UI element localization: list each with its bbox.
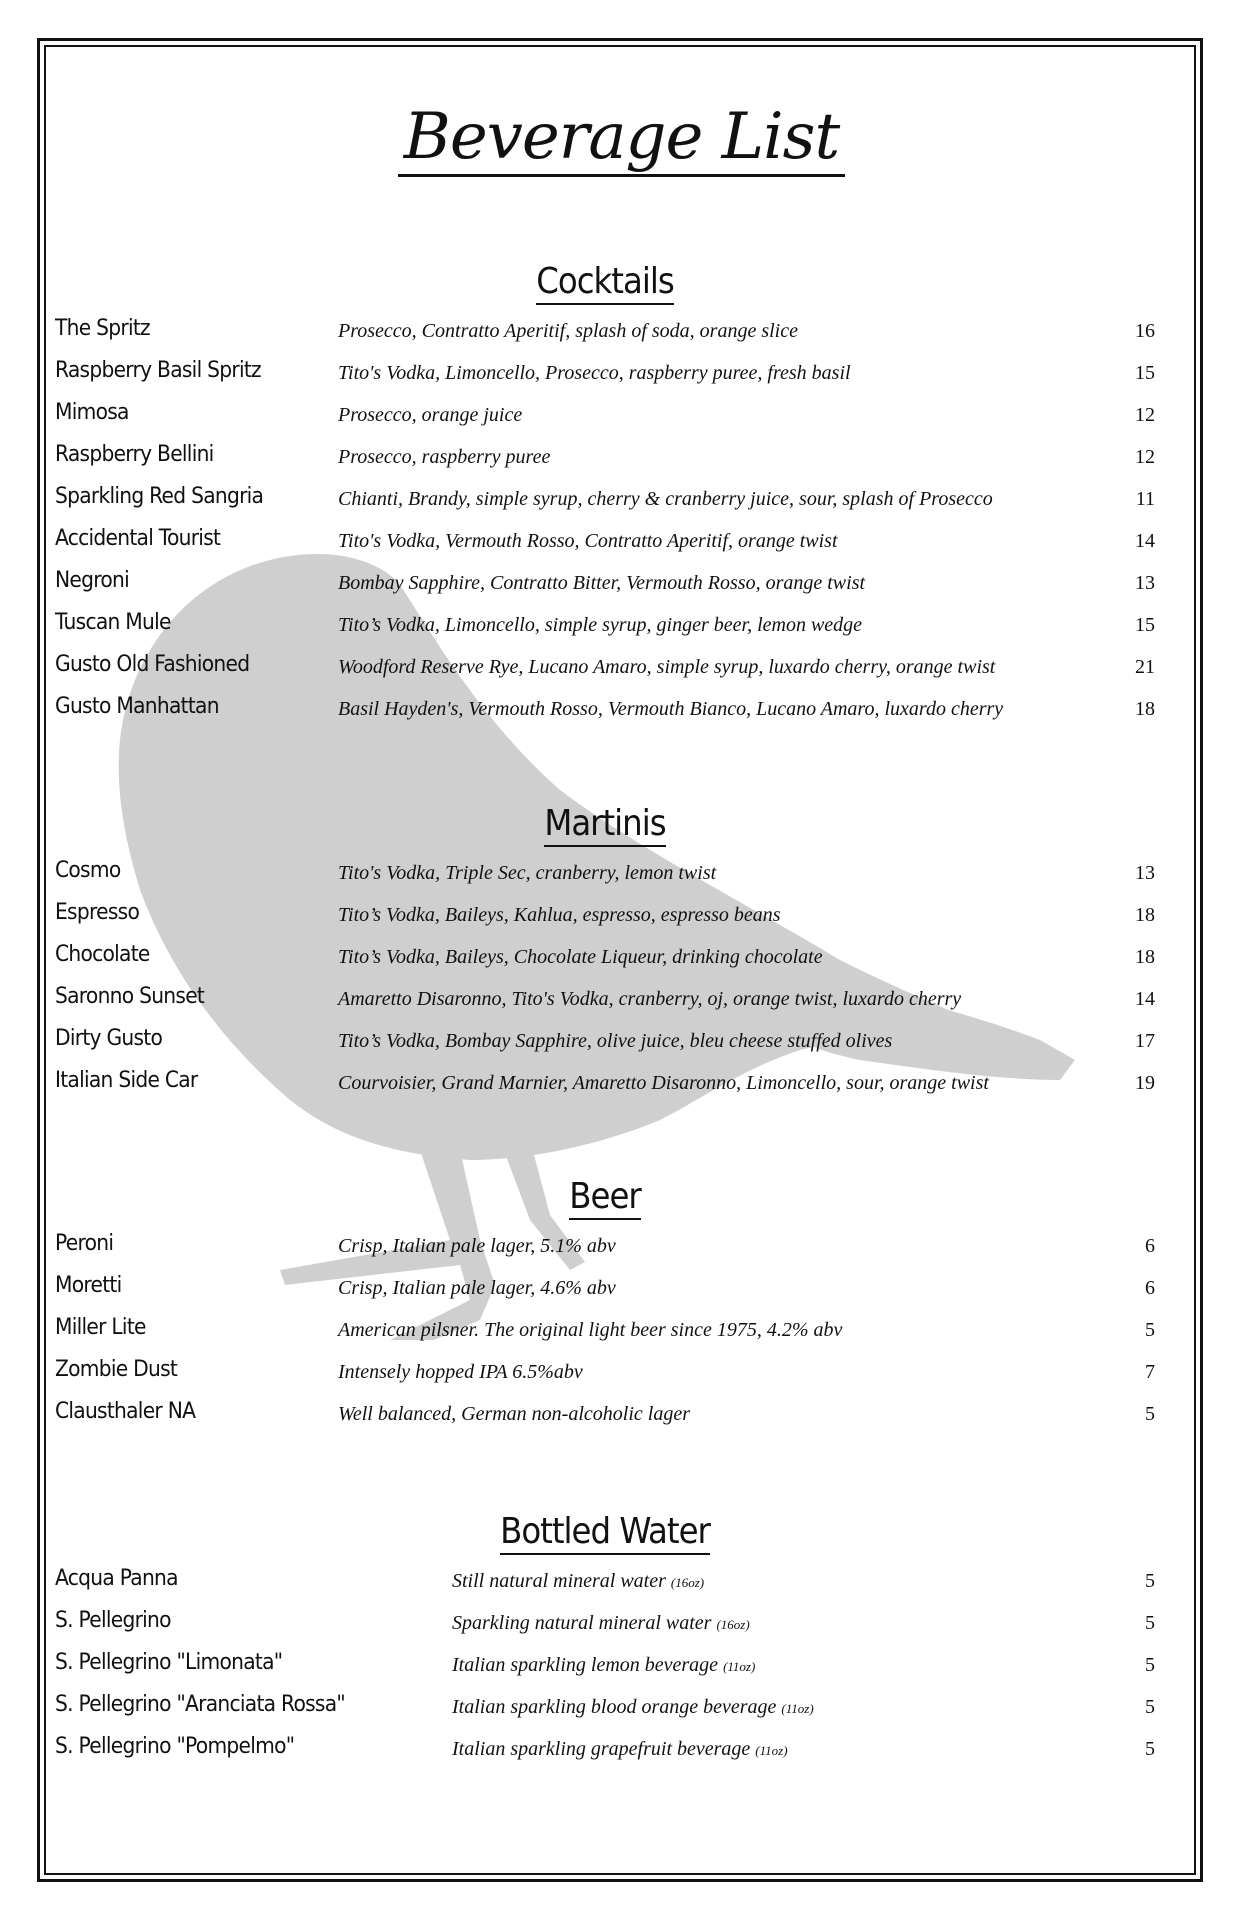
item-name: Accidental Tourist bbox=[55, 526, 221, 551]
item-price: 5 bbox=[1145, 1738, 1155, 1760]
item-size: (11oz) bbox=[723, 1659, 756, 1674]
item-price: 18 bbox=[1135, 904, 1155, 926]
item-description: Italian sparkling blood orange beverage (11oz) bbox=[452, 1696, 814, 1718]
list-item bbox=[55, 1225, 1155, 1267]
item-price: 5 bbox=[1145, 1319, 1155, 1341]
list-item bbox=[55, 646, 1155, 688]
list-item bbox=[55, 1020, 1155, 1062]
item-description: Bombay Sapphire, Contratto Bitter, Vermouth Rosso, orange twist bbox=[338, 572, 866, 594]
item-size: (11oz) bbox=[781, 1701, 814, 1716]
item-name: Peroni bbox=[55, 1231, 114, 1256]
item-description: Tito's Vodka, Limoncello, Prosecco, raspberry puree, fresh basil bbox=[338, 362, 851, 384]
list-item bbox=[55, 604, 1155, 646]
item-price: 21 bbox=[1135, 656, 1155, 678]
item-description: Italian sparkling lemon beverage (11oz) bbox=[452, 1654, 756, 1676]
bottled-water-list bbox=[55, 1560, 1155, 1770]
item-name: Dirty Gusto bbox=[55, 1026, 163, 1051]
list-item bbox=[55, 520, 1155, 562]
item-description: Tito's Vodka, Vermouth Rosso, Contratto Aperitif, orange twist bbox=[338, 530, 838, 552]
item-price: 12 bbox=[1135, 404, 1155, 426]
item-description: Courvoisier, Grand Marnier, Amaretto Disaronno, Limoncello, sour, orange twist bbox=[338, 1072, 989, 1094]
item-price: 15 bbox=[1135, 614, 1155, 636]
item-name: S. Pellegrino "Aranciata Rossa" bbox=[55, 1692, 345, 1717]
item-price: 6 bbox=[1145, 1235, 1155, 1257]
page-title-text: Beverage List bbox=[398, 100, 845, 177]
list-item bbox=[55, 894, 1155, 936]
item-description: Tito's Vodka, Triple Sec, cranberry, lemon twist bbox=[338, 862, 717, 884]
item-price: 5 bbox=[1145, 1570, 1155, 1592]
item-price: 15 bbox=[1135, 362, 1155, 384]
list-item bbox=[55, 1560, 1155, 1602]
item-name: Mimosa bbox=[55, 400, 129, 425]
list-item bbox=[55, 1062, 1155, 1104]
item-name: Raspberry Basil Spritz bbox=[55, 358, 261, 383]
item-description: Amaretto Disaronno, Tito's Vodka, cranberry, oj, orange twist, luxardo cherry bbox=[338, 988, 962, 1010]
section-heading-martinis: Martinis bbox=[55, 800, 1155, 852]
item-price: 16 bbox=[1135, 320, 1155, 342]
item-price: 5 bbox=[1145, 1612, 1155, 1634]
item-description: Tito’s Vodka, Limoncello, simple syrup, ginger beer, lemon wedge bbox=[338, 614, 863, 636]
item-description: Prosecco, orange juice bbox=[338, 404, 523, 426]
list-item bbox=[55, 1393, 1155, 1435]
item-price: 19 bbox=[1135, 1072, 1155, 1094]
item-description: Crisp, Italian pale lager, 4.6% abv bbox=[338, 1277, 616, 1299]
item-name: Tuscan Mule bbox=[55, 610, 171, 635]
item-price: 12 bbox=[1135, 446, 1155, 468]
item-price: 13 bbox=[1135, 862, 1155, 884]
item-description: Prosecco, Contratto Aperitif, splash of soda, orange slice bbox=[338, 320, 798, 342]
item-name: Raspberry Bellini bbox=[55, 442, 214, 467]
list-item bbox=[55, 688, 1155, 730]
item-price: 14 bbox=[1135, 530, 1155, 552]
item-name: S. Pellegrino "Pompelmo" bbox=[55, 1734, 295, 1759]
martinis-list bbox=[55, 852, 1155, 1104]
item-name: Gusto Old Fashioned bbox=[55, 652, 250, 677]
item-price: 5 bbox=[1145, 1696, 1155, 1718]
item-description: Sparkling natural mineral water (16oz) bbox=[452, 1612, 750, 1634]
item-price: 6 bbox=[1145, 1277, 1155, 1299]
page-title bbox=[0, 100, 1243, 174]
item-description: Italian sparkling grapefruit beverage (11oz) bbox=[452, 1738, 788, 1760]
list-item bbox=[55, 310, 1155, 352]
item-name: Zombie Dust bbox=[55, 1357, 178, 1382]
item-size: (16oz) bbox=[716, 1617, 750, 1632]
item-description: Prosecco, raspberry puree bbox=[338, 446, 551, 468]
item-size: (16oz) bbox=[670, 1575, 705, 1590]
item-name: Sparkling Red Sangria bbox=[55, 484, 264, 509]
cocktails-list bbox=[55, 310, 1155, 730]
item-price: 17 bbox=[1135, 1030, 1155, 1052]
item-description: Tito’s Vodka, Baileys, Chocolate Liqueur, drinking chocolate bbox=[338, 946, 823, 968]
list-item bbox=[55, 1351, 1155, 1393]
item-name: Espresso bbox=[55, 900, 140, 925]
item-name: Miller Lite bbox=[55, 1315, 146, 1340]
item-description: Still natural mineral water (16oz) bbox=[452, 1570, 705, 1592]
item-description: Chianti, Brandy, simple syrup, cherry & cranberry juice, sour, splash of Prosecco bbox=[338, 488, 993, 510]
item-price: 5 bbox=[1145, 1403, 1155, 1425]
beer-section bbox=[55, 1173, 1155, 1435]
item-description: Basil Hayden's, Vermouth Rosso, Vermouth Bianco, Lucano Amaro, luxardo cherry bbox=[338, 698, 1004, 720]
item-description: Tito’s Vodka, Bombay Sapphire, olive juice, bleu cheese stuffed olives bbox=[338, 1030, 893, 1052]
beer-list bbox=[55, 1225, 1155, 1435]
item-price: 5 bbox=[1145, 1654, 1155, 1676]
item-price: 18 bbox=[1135, 946, 1155, 968]
cocktails-section bbox=[55, 258, 1155, 730]
item-name: Saronno Sunset bbox=[55, 984, 205, 1009]
item-name: Acqua Panna bbox=[55, 1566, 178, 1591]
list-item bbox=[55, 1686, 1155, 1728]
item-name: S. Pellegrino "Limonata" bbox=[55, 1650, 283, 1675]
item-description: Woodford Reserve Rye, Lucano Amaro, simple syrup, luxardo cherry, orange twist bbox=[338, 656, 996, 678]
martinis-section bbox=[55, 800, 1155, 1104]
item-name: Clausthaler NA bbox=[55, 1399, 196, 1424]
item-description: Crisp, Italian pale lager, 5.1% abv bbox=[338, 1235, 616, 1257]
list-item bbox=[55, 978, 1155, 1020]
item-name: The Spritz bbox=[55, 316, 150, 341]
item-price: 11 bbox=[1135, 488, 1155, 510]
item-description: Well balanced, German non-alcoholic lager bbox=[338, 1403, 690, 1425]
item-size: (11oz) bbox=[755, 1743, 788, 1758]
item-description: American pilsner. The original light beer since 1975, 4.2% abv bbox=[338, 1319, 843, 1341]
item-name: Chocolate bbox=[55, 942, 150, 967]
item-price: 18 bbox=[1135, 698, 1155, 720]
list-item bbox=[55, 1644, 1155, 1686]
list-item bbox=[55, 1267, 1155, 1309]
item-name: S. Pellegrino bbox=[55, 1608, 171, 1633]
bottled-water-section bbox=[55, 1508, 1155, 1770]
item-name: Italian Side Car bbox=[55, 1068, 198, 1093]
list-item bbox=[55, 562, 1155, 604]
item-name: Negroni bbox=[55, 568, 130, 593]
list-item bbox=[55, 352, 1155, 394]
item-name: Gusto Manhattan bbox=[55, 694, 219, 719]
item-price: 14 bbox=[1135, 988, 1155, 1010]
list-item bbox=[55, 1728, 1155, 1770]
item-price: 13 bbox=[1135, 572, 1155, 594]
section-heading-beer: Beer bbox=[55, 1173, 1155, 1225]
list-item bbox=[55, 436, 1155, 478]
list-item bbox=[55, 936, 1155, 978]
item-name: Moretti bbox=[55, 1273, 122, 1298]
section-heading-bottled-water: Bottled Water bbox=[55, 1508, 1155, 1560]
list-item bbox=[55, 852, 1155, 894]
item-name: Cosmo bbox=[55, 858, 121, 883]
list-item bbox=[55, 478, 1155, 520]
list-item bbox=[55, 1309, 1155, 1351]
item-description: Intensely hopped IPA 6.5%abv bbox=[338, 1361, 583, 1383]
list-item bbox=[55, 394, 1155, 436]
item-price: 7 bbox=[1145, 1361, 1155, 1383]
section-heading-cocktails: Cocktails bbox=[55, 258, 1155, 310]
item-description: Tito’s Vodka, Baileys, Kahlua, espresso, espresso beans bbox=[338, 904, 781, 926]
list-item bbox=[55, 1602, 1155, 1644]
